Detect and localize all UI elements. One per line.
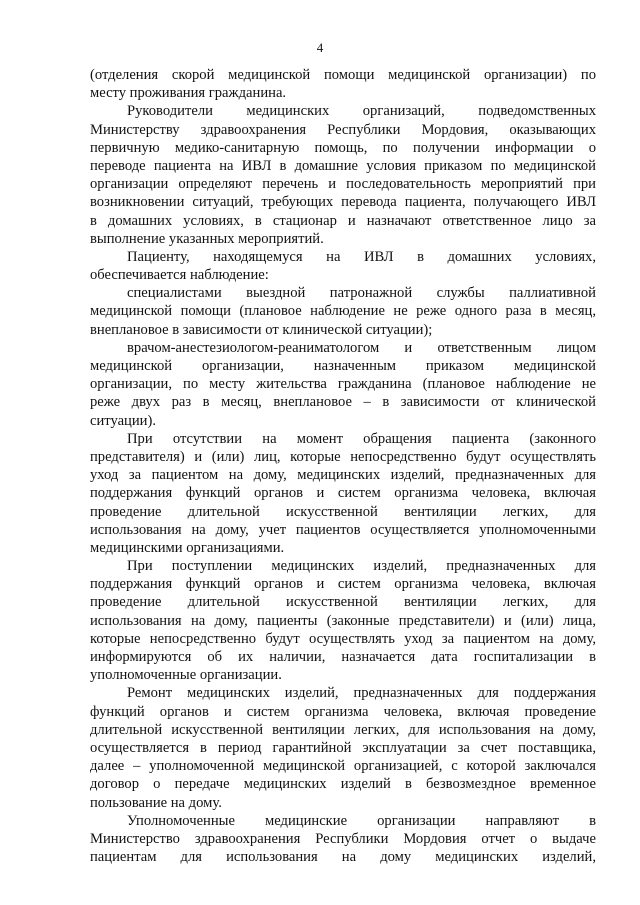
text-line: поддержания функций органов и систем организма человека, включая xyxy=(90,576,596,593)
text-line: Пациенту, находящемуся на ИВЛ в домашних условиях, xyxy=(127,248,596,265)
text-line: специалистами выездной патронажной службы паллиативной xyxy=(127,285,596,302)
text-line: договор о передаче медицинских изделий в безвозмездное временное xyxy=(90,776,596,793)
paragraph xyxy=(90,812,596,867)
text-line: реже двух раз в месяц, внеплановое – в зависимости от клинической xyxy=(90,394,596,411)
text-line: проведение длительной искусственной вентиляции легких, для xyxy=(90,503,596,520)
text-line: поддержания функций органов и систем организма человека, включая xyxy=(90,485,596,502)
document-body xyxy=(90,66,596,866)
paragraph xyxy=(90,284,596,339)
text-line: представителя) и (или) лиц, которые непосредственно будут осуществлять xyxy=(90,448,596,465)
text-line: При отсутствии на момент обращения пациента (законного xyxy=(127,430,596,447)
text-line: ситуации). xyxy=(90,412,156,429)
text-line: месту проживания гражданина. xyxy=(90,85,287,102)
text-line: длительной искусственной вентиляции легких, для использования на дому, xyxy=(90,721,596,738)
paragraph xyxy=(90,66,596,102)
text-line: Министерство здравоохранения Республики Мордовия отчет о выдаче xyxy=(90,830,596,847)
page-number: 4 xyxy=(316,40,324,55)
text-line: Ремонт медицинских изделий, предназначенных для поддержания xyxy=(127,685,596,702)
paragraph xyxy=(90,102,596,248)
text-line: осуществляется в период гарантийной эксплуатации за счет поставщика, xyxy=(90,739,596,756)
text-line: организации определяют перечень и последовательность мероприятий при xyxy=(90,176,596,193)
text-line: далее – уполномоченной медицинской организацией, с которой заключался xyxy=(90,758,596,775)
text-line: проведение длительной искусственной вентиляции легких, для xyxy=(90,594,596,611)
text-line: функций органов и систем организма человека, включая проведение xyxy=(90,703,596,720)
text-line: медицинскими организациями. xyxy=(90,539,285,556)
text-line: в домашних условиях, в стационар и назначают ответственное лицо за xyxy=(90,212,596,229)
text-line: пользование на дому. xyxy=(90,794,222,811)
text-line: первичную медико-санитарную помощь, по получении информации о xyxy=(90,139,596,156)
text-line: обеспечивается наблюдение: xyxy=(90,267,269,284)
text-line: Министерству здравоохранения Республики Мордовия, оказывающих xyxy=(90,121,596,138)
text-line: возникновении ситуаций, требующих перевода пациента, получающего ИВЛ xyxy=(90,194,596,211)
text-line: внеплановое в зависимости от клинической ситуации); xyxy=(90,321,433,338)
text-line: переводе пациента на ИВЛ в домашние условия приказом по медицинской xyxy=(90,157,596,174)
text-line: уход за пациентом на дому, медицинских изделий, предназначенных для xyxy=(90,467,596,484)
paragraph xyxy=(90,430,596,557)
text-line: организации, по месту жительства гражданина (плановое наблюдение не xyxy=(90,376,596,393)
text-line: пациентам для использования на дому медицинских изделий, xyxy=(90,849,596,866)
text-line: Руководители медицинских организаций, подведомственных xyxy=(127,103,596,120)
text-line: При поступлении медицинских изделий, предназначенных для xyxy=(127,558,596,575)
text-line: (отделения скорой медицинской помощи медицинской организации) по xyxy=(90,67,596,83)
text-line: информируются об их наличии, назначается дата госпитализации в xyxy=(90,649,596,665)
text-line: которые непосредственно будут осуществлять уход за пациентом на дому, xyxy=(90,630,596,647)
text-line: врачом-анестезиологом-реаниматологом и ответственным лицом xyxy=(127,339,596,356)
text-line: Уполномоченные медицинские организации направляют в xyxy=(127,812,596,829)
text-line: выполнение указанных мероприятий. xyxy=(90,230,324,247)
paragraph xyxy=(90,684,596,811)
text-line: медицинской помощи (плановое наблюдение не реже одного раза в месяц, xyxy=(90,303,596,320)
text-line: уполномоченные организации. xyxy=(90,667,282,684)
paragraph xyxy=(90,248,596,284)
paragraph xyxy=(90,557,596,684)
text-line: медицинской организации, назначенным приказом медицинской xyxy=(90,358,596,374)
text-line: использования на дому, учет пациентов осуществляется уполномоченными xyxy=(90,521,596,538)
paragraph xyxy=(90,339,596,430)
text-line: использования на дому, пациенты (законные представители) и (или) лица, xyxy=(90,612,596,629)
